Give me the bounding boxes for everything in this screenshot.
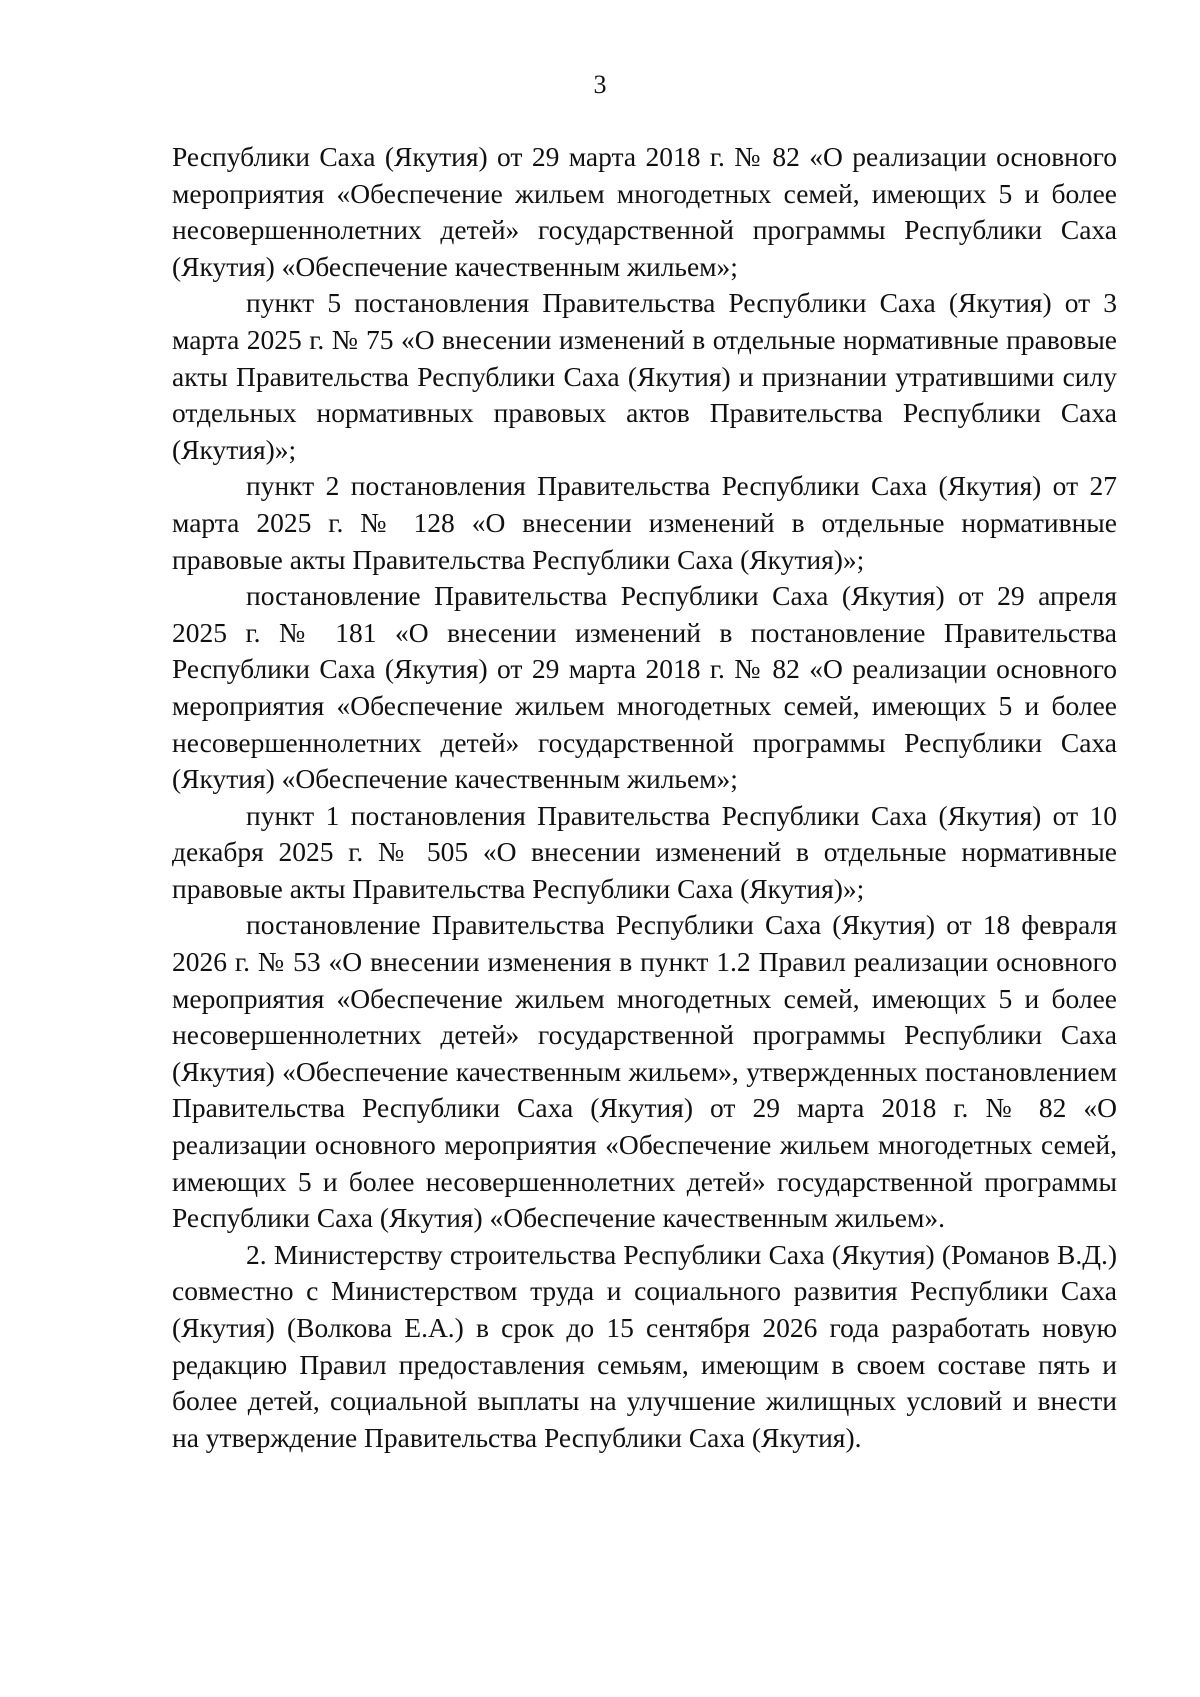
paragraph-item-resolution-505: пункт 1 постановления Правительства Республики Саха (Якутия) от 10 декабря 2025 г. № 505 «О внесении изменений в отдельные нормативные правовые акты Правительства Республики Саха (Якутия)»;	[172, 799, 1117, 904]
paragraph-item-resolution-53: постановление Правительства Республики Саха (Якутия) от 18 февраля 2026 г. № 53 «О внесении изменения в пункт 1.2 Правил реализации основного мероприятия «Обеспечение жильем многодетных семей, имеющих 5 и более несовершеннолетних детей» государственной программы Республики Саха (Якутия) «Обеспечение качественным жильем», утвержденных постановлением Правительства Республики Саха (Якутия) от 29 марта 2018 г. № 82 «О реализации основного мероприятия «Обеспечение жильем многодетных семей, имеющих 5 и более несовершеннолетних детей» государственной программы Республики Саха (Якутия) «Обеспечение качественным жильем».	[172, 909, 1117, 1234]
paragraph-continuation: Республики Саха (Якутия) от 29 марта 2018 г. № 82 «О реализации основного мероприятия «Обеспечение жильем многодетных семей, имеющих 5 и более несовершеннолетних детей» государственной программы Республики Саха (Якутия) «Обеспечение качественным жильем»;	[172, 141, 1117, 282]
document-body	[172, 139, 1117, 1456]
page-number: 3	[593, 70, 607, 99]
paragraph-clause-2: 2. Министерству строительства Республики Саха (Якутия) (Романов В.Д.) совместно с Министерством труда и социального развития Республики Саха (Якутия) (Волкова Е.А.) в срок до 15 сентября 2026 года разработать новую редакцию Правил предоставления семьям, имеющим в своем составе пять и более детей, социальной выплаты на улучшение жилищных условий и внести на утверждение Правительства Республики Саха (Якутия).	[172, 1238, 1117, 1453]
paragraph-item-resolution-128: пункт 2 постановления Правительства Республики Саха (Якутия) от 27 марта 2025 г. № 128 «О внесении изменений в отдельные нормативные правовые акты Правительства Республики Саха (Якутия)»;	[172, 470, 1117, 575]
paragraph-item-resolution-75: пункт 5 постановления Правительства Республики Саха (Якутия) от 3 марта 2025 г. № 75 «О внесении изменений в отдельные нормативные правовые акты Правительства Республики Саха (Якутия) и признании утратившими силу отдельных нормативных правовых актов Правительства Республики Саха (Якутия)»;	[172, 287, 1117, 465]
paragraph-item-resolution-181: постановление Правительства Республики Саха (Якутия) от 29 апреля 2025 г. № 181 «О внесении изменений в постановление Правительства Республики Саха (Якутия) от 29 марта 2018 г. № 82 «О реализации основного мероприятия «Обеспечение жильем многодетных семей, имеющих 5 и более несовершеннолетних детей» государственной программы Республики Саха (Якутия) «Обеспечение качественным жильем»;	[172, 580, 1117, 795]
